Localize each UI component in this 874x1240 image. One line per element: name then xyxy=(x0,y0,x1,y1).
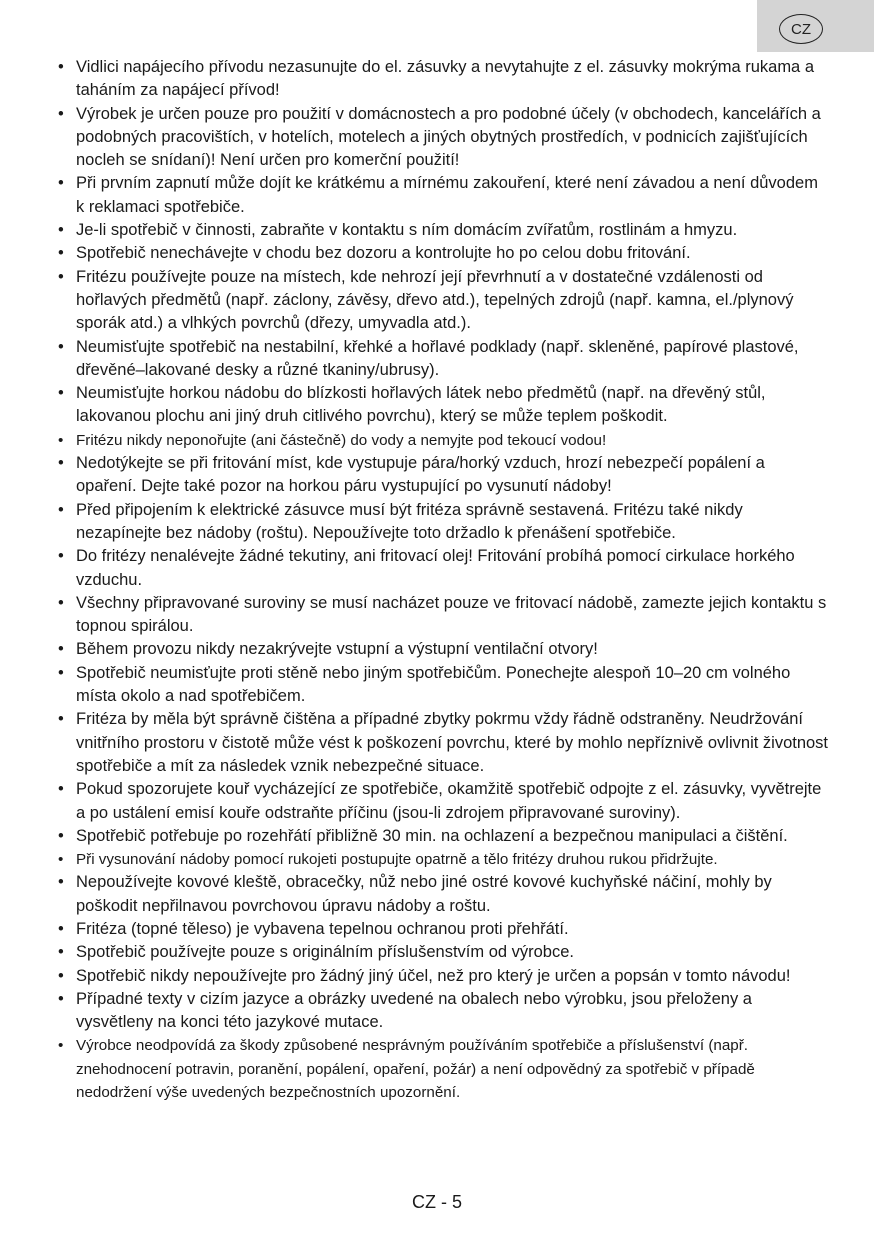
list-item: • Při prvním zapnutí může dojít ke krátkému a mírnému zakouření, které není závadou a není důvodem k reklamaci spotřebiče. xyxy=(58,172,828,219)
list-item: • Spotřebič používejte pouze s originálním příslušenstvím od výrobce. xyxy=(58,941,828,964)
list-item: • Všechny připravované suroviny se musí nacházet pouze ve fritovací nádobě, zamezte jejich kontaktu s topnou spirálou. xyxy=(58,592,828,639)
list-item: • Fritézu nikdy neponořujte (ani částečně) do vody a nemyjte pod tekoucí vodou! xyxy=(58,429,828,452)
list-item: • Během provozu nikdy nezakrývejte vstupní a výstupní ventilační otvory! xyxy=(58,638,828,661)
list-item: • Fritézu používejte pouze na místech, kde nehrozí její převrhnutí a v dostatečné vzdálenosti od hořlavých předmětů (např. záclony, závěsy, dřevo atd.), tepelných zdrojů (např. kamna, el./plynový sporák atd.) a vlhkých povrchů (dřezy, umyvadla atd.). xyxy=(58,266,828,336)
list-item: • Do fritézy nenalévejte žádné tekutiny, ani fritovací olej! Fritování probíhá pomocí cirkulace horkého vzduchu. xyxy=(58,545,828,592)
list-item: • Případné texty v cizím jazyce a obrázky uvedené na obalech nebo výrobku, jsou přeloženy a vysvětleny na konci této jazykové mutace. xyxy=(58,988,828,1035)
list-item: • Spotřebič nenechávejte v chodu bez dozoru a kontrolujte ho po celou dobu fritování. xyxy=(58,242,828,265)
language-badge: CZ xyxy=(779,14,823,44)
list-item: • Výrobce neodpovídá za škody způsobené nesprávným používáním spotřebiče a příslušenství (např. znehodnocení potravin, poranění, popálení, opaření, požár) a není odpovědný za spotřebič v případě nedodržení výše uvedených bezpečnostních upozornění. xyxy=(58,1034,828,1104)
safety-instructions-list xyxy=(58,56,828,1104)
list-item: • Neumisťujte horkou nádobu do blízkosti hořlavých látek nebo předmětů (např. na dřevěný stůl, lakovanou plochu ani jiný druh citlivého povrchu), který se může teplem poškodit. xyxy=(58,382,828,429)
list-item: • Při vysunování nádoby pomocí rukojeti postupujte opatrně a tělo fritézy druhou rukou přidržujte. xyxy=(58,848,828,871)
list-item: • Spotřebič neumisťujte proti stěně nebo jiným spotřebičům. Ponechejte alespoň 10–20 cm volného místa okolo a nad spotřebičem. xyxy=(58,662,828,709)
list-item: • Spotřebič nikdy nepoužívejte pro žádný jiný účel, než pro který je určen a popsán v tomto návodu! xyxy=(58,965,828,988)
language-tab xyxy=(757,0,874,52)
list-item: • Před připojením k elektrické zásuvce musí být fritéza správně sestavená. Fritézu také nikdy nezapínejte bez nádoby (roštu). Nepoužívejte toto držadlo k přenášení spotřebiče. xyxy=(58,499,828,546)
list-item: • Neumisťujte spotřebič na nestabilní, křehké a hořlavé podklady (např. skleněné, papírové plastové, dřevěné–lakované desky a různé tkaniny/ubrusy). xyxy=(58,336,828,383)
list-item: • Fritéza by měla být správně čištěna a případné zbytky pokrmu vždy řádně odstraněny. Neudržování vnitřního prostoru v čistotě může vést k poškození povrchu, které by mohlo nepříznivě ovlivnit životnost spotřebiče a mít za následek vznik nebezpečné situace. xyxy=(58,708,828,778)
page-number: CZ - 5 xyxy=(411,1192,462,1212)
list-item: • Je-li spotřebič v činnosti, zabraňte v kontaktu s ním domácím zvířatům, rostlinám a hmyzu. xyxy=(58,219,828,242)
list-item: • Výrobek je určen pouze pro použití v domácnostech a pro podobné účely (v obchodech, kancelářích a podobných pracovištích, v hotelích, motelech a jiných obytných prostředích, v podnicích zajišťujících nocleh se snídaní)! Není určen pro komerční použití! xyxy=(58,103,828,173)
list-item: • Nedotýkejte se při fritování míst, kde vystupuje pára/horký vzduch, hrozí nebezpečí popálení a opaření. Dejte také pozor na horkou páru vystupující po vysunutí nádoby! xyxy=(58,452,828,499)
list-item: • Vidlici napájecího přívodu nezasunujte do el. zásuvky a nevytahujte z el. zásuvky mokrýma rukama a taháním za napájecí přívod! xyxy=(58,56,828,103)
list-item: • Pokud spozorujete kouř vycházející ze spotřebiče, okamžitě spotřebič odpojte z el. zásuvky, vyvětrejte a po ustálení emisí kouře odstraňte příčinu (jsou-li zdrojem připravované suroviny). xyxy=(58,778,828,825)
list-item: • Fritéza (topné těleso) je vybavena tepelnou ochranou proti přehřátí. xyxy=(58,918,828,941)
list-item: • Nepoužívejte kovové kleště, obracečky, nůž nebo jiné ostré kovové kuchyňské náčiní, mohly by poškodit nepřilnavou povrchovou úpravu nádoby a roštu. xyxy=(58,871,828,918)
list-item: • Spotřebič potřebuje po rozehřátí přibližně 30 min. na ochlazení a bezpečnou manipulaci a čištění. xyxy=(58,825,828,848)
